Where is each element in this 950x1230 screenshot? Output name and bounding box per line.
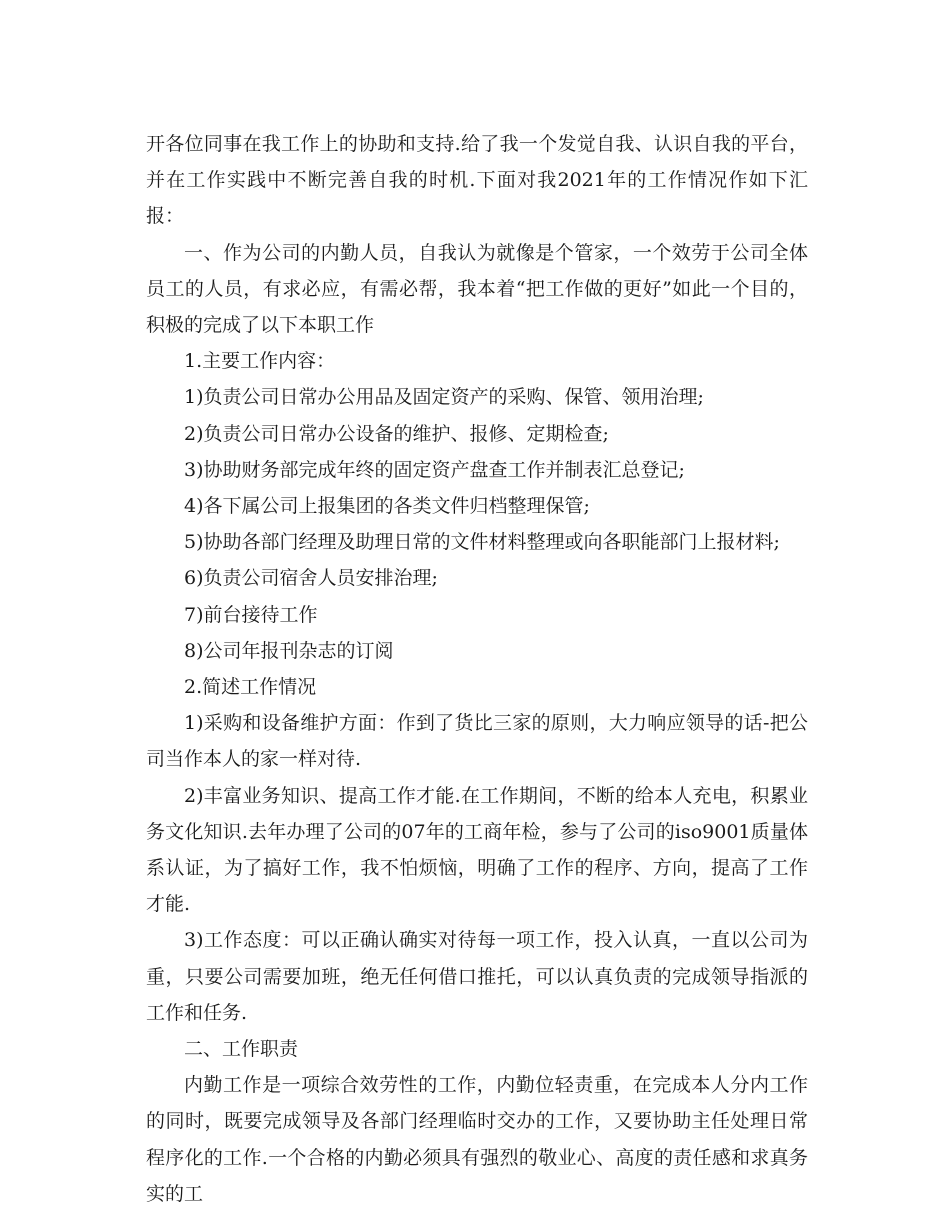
list-item: 5)协助各部门经理及助理日常的文件材料整理或向各职能部门上报材料; [184,531,780,554]
list-heading: 2.简述工作情况 [184,676,317,699]
list-item: 7)前台接待工作 [184,603,318,626]
paragraph: 内勤工作是一项综合效劳性的工作，内勤位轻责重，在完成本人分内工作的同时，既要完成领导及各部门经理临时交办的工作，又要协助主任处理日常程序化的工作.一个合格的内勤必须具有强烈的敬业心、高度的责任感和求真务实的工 [146,1074,808,1205]
paragraph: 2)丰富业务知识、提高工作才能.在工作期间，不断的给本人充电，积累业务文化知识.去年办理了公司的07年的工商年检，参与了公司的iso9001质量体系认证，为了搞好工作，我不怕烦恼，明确了工作的程序、方向，提高了工作才能. [146,784,808,916]
list-item: 3)协助财务部完成年终的固定资产盘查工作并制表汇总登记; [184,458,685,481]
document-body [146,126,808,1212]
paragraph: 3)工作态度：可以正确认确实对待每一项工作，投入认真，一直以公司为重，只要公司需要加班，绝无任何借口推托，可以认真负责的完成领导指派的工作和任务. [146,929,808,1024]
section-heading: 二、工作职责 [184,1038,299,1061]
list-item: 1)负责公司日常办公用品及固定资产的采购、保管、领用治理; [184,386,704,409]
paragraph: 一、作为公司的内勤人员，自我认为就像是个管家，一个效劳于公司全体员工的人员，有求必应，有需必帮，我本着“把工作做的更好”如此一个目的，积极的完成了以下本职工作 [146,241,808,337]
paragraph: 开各位同事在我工作上的协助和支持.给了我一个发觉自我、认识自我的平台，并在工作实践中不断完善自我的时机.下面对我2021年的工作情况作如下汇报： [146,133,808,228]
paragraph: 1)采购和设备维护方面：作到了货比三家的原则，大力响应领导的话-把公司当作本人的家一样对待. [146,712,808,771]
list-heading: 1.主要工作内容： [184,350,336,373]
list-item: 6)负责公司宿舍人员安排治理; [184,567,438,590]
list-item: 8)公司年报刊杂志的订阅 [184,639,394,662]
list-item: 2)负责公司日常办公设备的维护、报修、定期检查; [184,422,609,445]
list-item: 4)各下属公司上报集团的各类文件归档整理保管; [184,495,590,518]
